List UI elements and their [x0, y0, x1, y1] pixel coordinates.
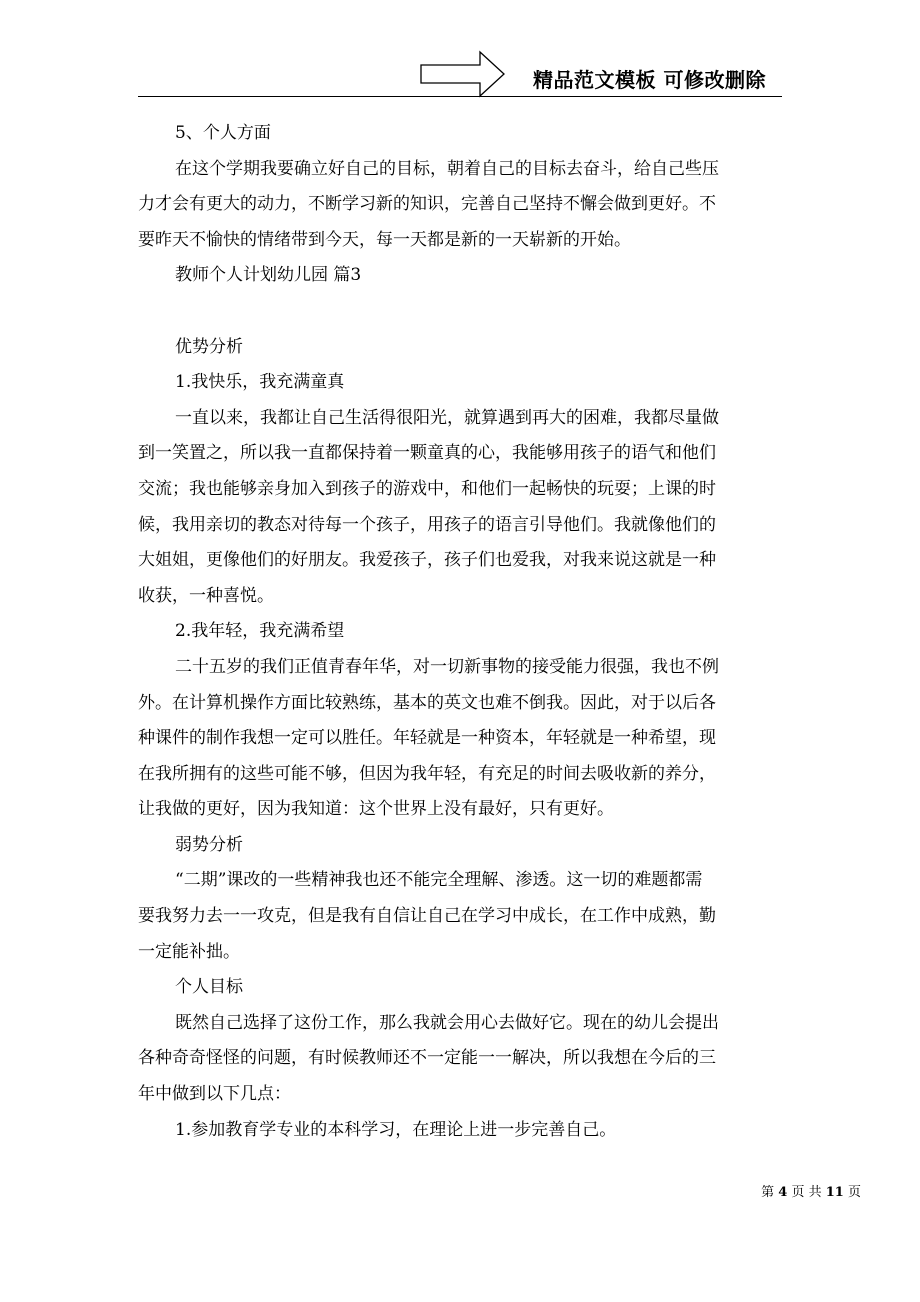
- paragraph-line: 既然自己选择了这份工作，那么我就会用心去做好它。现在的幼儿会提出: [175, 1012, 719, 1033]
- paragraph-line: 教师个人计划幼儿园 篇3: [175, 265, 362, 286]
- arrow-icon: [420, 50, 506, 98]
- paragraph-line: “二期”课改的一些精神我也还不能完全理解、渗透。这一切的难题都需: [175, 870, 703, 891]
- paragraph-line: 力才会有更大的动力，不断学习新的知识，完善自己坚持不懈会做到更好。不: [138, 194, 716, 215]
- document-body: [138, 116, 782, 1148]
- paragraph-line: 大姐姐，更像他们的好朋友。我爱孩子，孩子们也爱我，对我来说这就是一种: [138, 550, 716, 571]
- paragraph-line: 1.我快乐，我充满童真: [175, 372, 345, 393]
- paragraph-line: 要我努力去一一攻克，但是我有自信让自己在学习中成长，在工作中成熟，勤: [138, 906, 716, 927]
- paragraph-line: 各种奇奇怪怪的问题，有时候教师还不一定能一一解决，所以我想在今后的三: [138, 1048, 716, 1069]
- paragraph-line: 优势分析: [175, 336, 243, 357]
- current-page-number: 4: [778, 1185, 788, 1200]
- header-title: 精品范文模板 可修改删除: [533, 68, 766, 92]
- paragraph-line: 2.我年轻，我充满希望: [175, 621, 345, 642]
- paragraph-line: 收获，一种喜悦。: [138, 585, 274, 606]
- paragraph-line: 1.参加教育学专业的本科学习，在理论上进一步完善自己。: [175, 1119, 617, 1140]
- paragraph-line: [138, 294, 782, 330]
- paragraph-line: 个人目标: [175, 977, 243, 998]
- paragraph-line: 种课件的制作我想一定可以胜任。年轻就是一种资本，年轻就是一种希望，现: [138, 728, 716, 749]
- paragraph-line: 在这个学期我要确立好自己的目标，朝着自己的目标去奋斗，给自己些压: [175, 158, 719, 179]
- paragraph-line: 5、个人方面: [175, 123, 271, 143]
- paragraph-line: 外。在计算机操作方面比较熟练，基本的英文也难不倒我。因此，对于以后各: [138, 692, 716, 713]
- page-footer: [761, 1181, 861, 1200]
- paragraph-line: 要昨天不愉快的情绪带到今天，每一天都是新的一天崭新的开始。: [138, 229, 631, 250]
- paragraph-line: 让我做的更好，因为我知道：这个世界上没有最好，只有更好。: [138, 799, 614, 820]
- paragraph-line: 年中做到以下几点：: [138, 1084, 291, 1105]
- paragraph-line: 在我所拥有的这些可能不够，但因为我年轻，有充足的时间去吸收新的养分，: [138, 763, 716, 784]
- total-page-count: 11: [825, 1185, 844, 1200]
- paragraph-line: 一直以来，我都让自己生活得很阳光，就算遇到再大的困难，我都尽量做: [175, 407, 719, 428]
- paragraph-line: 交流；我也能够亲身加入到孩子的游戏中，和他们一起畅快的玩耍；上课的时: [138, 478, 716, 499]
- paragraph-line: 二十五岁的我们正值青春年华，对一切新事物的接受能力很强，我也不例: [175, 656, 719, 677]
- header-divider: [138, 96, 782, 97]
- footer-suffix: 页: [847, 1185, 861, 1200]
- footer-prefix: 第: [761, 1185, 775, 1200]
- footer-mid: 页 共: [791, 1185, 822, 1200]
- paragraph-line: 一定能补拙。: [138, 941, 240, 962]
- paragraph-line: 到一笑置之，所以我一直都保持着一颗童真的心，我能够用孩子的语气和他们: [138, 443, 716, 464]
- paragraph-line: 弱势分析: [175, 834, 243, 855]
- paragraph-line: 候，我用亲切的教态对待每一个孩子，用孩子的语言引导他们。我就像他们的: [138, 514, 716, 535]
